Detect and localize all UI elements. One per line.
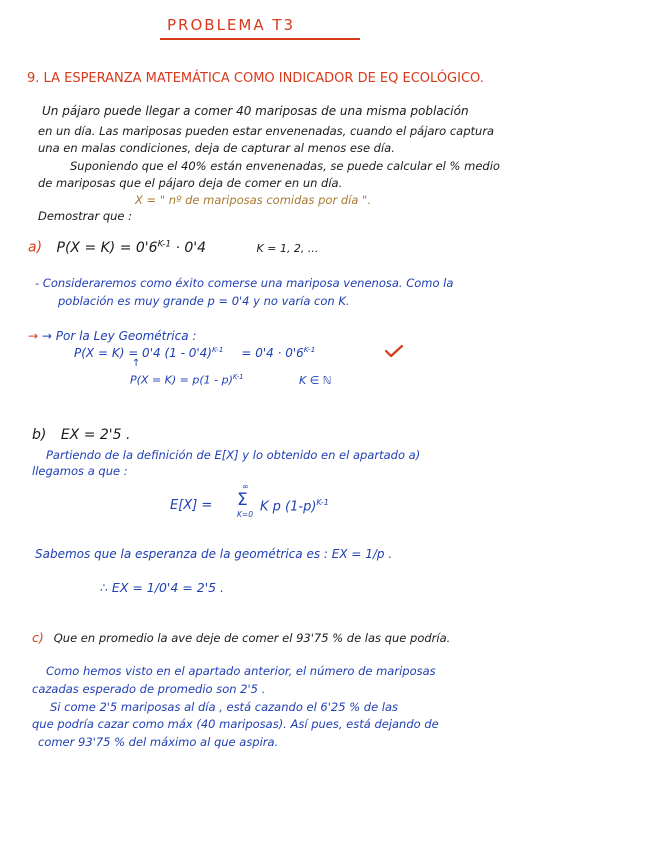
intro-line-5: de mariposas que el pájaro deja de comer en un día.: [38, 176, 343, 190]
part-b-text-1: Partiendo de la definición de E[X] y lo obtenido en el apartado a): [46, 448, 421, 462]
intro-line-2: en un día. Las mariposas pueden estar envenenadas, cuando el pájaro captura: [38, 124, 495, 138]
problem-heading-text: 9. LA ESPERANZA MATEMÁTICA COMO INDICADOR DE EQ ECOLÓGICO.: [27, 71, 484, 86]
part-a-formula: $P(X = K) = 0'6^{K-1} \cdot 0'4$: [56, 239, 207, 256]
part-a-note-1: - Consideraremos como éxito comerse una mariposa venenosa. Como la: [35, 276, 454, 290]
part-a-note-2: población es muy grande p = 0'4 y no varía con K.: [58, 294, 350, 308]
intro-line-1: Un pájaro puede llegar a comer 40 mariposas de una misma población: [42, 104, 469, 118]
sum-top: ∞: [242, 482, 249, 491]
part-a-label: a): [28, 239, 43, 256]
part-c-text-1: Como hemos visto en el apartado anterior, el número de mariposas: [46, 664, 436, 678]
sum-bottom: K=0: [237, 510, 253, 519]
part-c-label: c): [32, 630, 44, 645]
sum-rhs: K p $(1-p)^{K-1}$: [260, 498, 329, 515]
ley-geometrica-line: P(X = K) = 0'4 $(1 - 0'4)^{K-1} = 0'4 \cdot 0'6^{K-1}$: [74, 345, 316, 360]
demostrar-label: Demostrar que :: [38, 209, 133, 223]
part-b-label: b): [32, 427, 47, 443]
ley-geometrica-label: [28, 330, 196, 342]
problem-heading: [27, 72, 484, 85]
page-title: PROBLEMA T3: [167, 16, 296, 34]
variable-definition: X = " nº de mariposas comidas por día ".: [135, 193, 371, 207]
part-b-statement: EX = 2'5 .: [60, 427, 131, 443]
part-c: [32, 632, 450, 645]
part-c-text-3: Si come 2'5 mariposas al día , está cazando el 6'25 % de las: [50, 700, 399, 714]
intro-line-3: una en malas condiciones, deja de capturar al menos ese día.: [38, 141, 395, 155]
arrow-right-icon: →: [28, 329, 39, 343]
sum-lhs: E[X] =: [170, 498, 213, 513]
part-b-text-2: llegamos a que :: [32, 464, 128, 478]
part-a: [28, 240, 318, 255]
general-formula: P(X = K) = p(1 - p)$^{K-1}$ K ∈ ℕ: [130, 373, 332, 387]
part-c-text-2: cazadas esperado de promedio son 2'5 .: [32, 682, 266, 696]
part-c-text-5: comer 93'75 % del máximo al que aspira.: [38, 735, 279, 749]
part-c-text-4: que podría cazar como máx (40 mariposas). Así pues, está dejando de: [32, 717, 439, 731]
therefore-line: ∴ EX = 1/0'4 = 2'5 .: [100, 580, 225, 595]
intro-line-4: Suponiendo que el 40% están envenenadas, se puede calcular el % medio: [70, 159, 500, 173]
arrow-up-icon: ↑: [132, 358, 141, 369]
sum-sign: Σ: [237, 490, 248, 510]
ley-text: → Por la Ley Geométrica :: [41, 329, 197, 343]
part-b: [32, 428, 130, 442]
title-underline: [160, 38, 360, 40]
checkmark-icon: [384, 344, 404, 358]
part-a-domain: K = 1, 2, ...: [256, 241, 319, 255]
part-c-statement: Que en promedio la ave deje de comer el 93'75 % de las que podría.: [53, 631, 451, 645]
sabemos-line: Sabemos que la esperanza de la geométrica es : EX = 1/p .: [35, 547, 393, 561]
